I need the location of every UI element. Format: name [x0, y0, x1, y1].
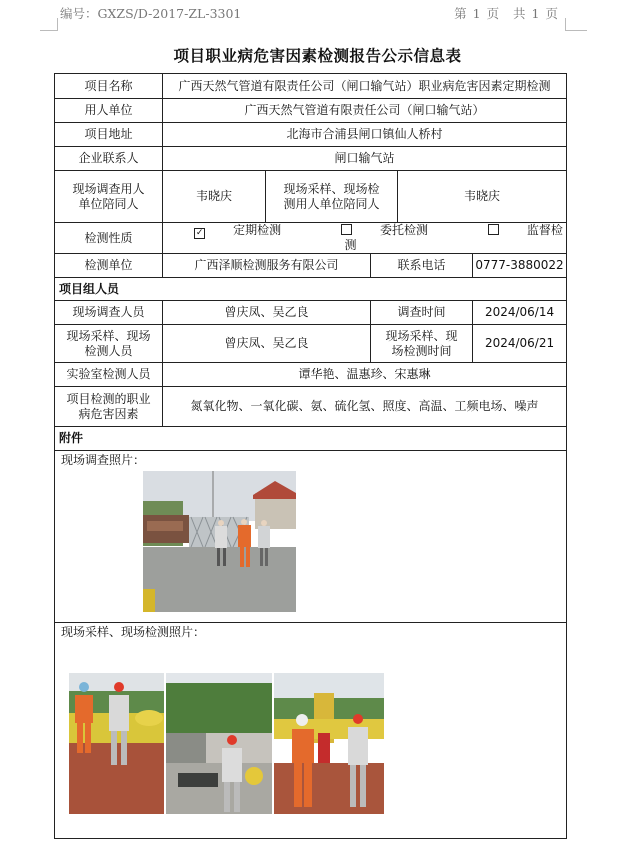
option-commissioned-label: 委托检测 — [380, 223, 429, 237]
survey-photos-cell — [55, 451, 567, 623]
sampling-escort-value: 韦晓庆 — [398, 171, 567, 223]
survey-photo — [143, 471, 296, 612]
row-address — [55, 123, 567, 147]
hazards-value: 氮氧化物、一氧化碳、氨、硫化氢、照度、高温、工频电场、噪声 — [163, 387, 567, 427]
sampling-photo-1 — [69, 673, 164, 814]
org-value: 广西泽顺检测服务有限公司 — [163, 254, 371, 278]
sampling-photo-2-image — [166, 673, 272, 814]
option-supervisory-label: 监督检测 — [344, 223, 563, 252]
lab-staff-value: 谭华艳、温惠珍、宋惠琳 — [163, 363, 567, 387]
survey-photos-label: 现场调查照片： — [61, 453, 146, 467]
page-title: 项目职业病危害因素检测报告公示信息表 — [173, 47, 462, 65]
phone-label: 联系电话 — [371, 254, 473, 278]
row-employer — [55, 99, 567, 123]
page-label-2: 页 — [486, 6, 500, 21]
document-number: 编号：GXZS/D-2017-ZL-3301 — [60, 6, 242, 21]
row-contact — [55, 147, 567, 171]
row-survey-staff — [55, 301, 567, 325]
org-label: 检测单位 — [55, 254, 163, 278]
corner-mark-right-vertical — [565, 18, 566, 30]
row-escort — [55, 171, 567, 223]
hazards-label: 项目检测的职业病危害因素 — [55, 387, 163, 427]
row-hazards — [55, 387, 567, 427]
attachments-section-title: 附件 — [55, 427, 567, 451]
option-commissioned[interactable] — [327, 223, 442, 237]
lab-staff-label: 实验室检测人员 — [55, 363, 163, 387]
corner-mark-right — [565, 30, 587, 31]
row-survey-photos — [55, 451, 567, 623]
page-indicator — [452, 4, 558, 22]
contact-label: 企业联系人 — [55, 147, 163, 171]
sampling-photo-1-image — [69, 673, 164, 814]
contact-value: 闸口输气站 — [163, 147, 567, 171]
row-attachments-section — [55, 427, 567, 451]
sampling-staff-value: 曾庆凤、吴乙良 — [163, 325, 371, 363]
survey-photo-image — [143, 471, 296, 612]
row-team-section — [55, 278, 567, 301]
row-lab-staff — [55, 363, 567, 387]
page-label-1: 第 — [454, 6, 467, 21]
option-periodic-label: 定期检测 — [233, 223, 282, 237]
employer-label: 用人单位 — [55, 99, 163, 123]
survey-escort-value: 韦晓庆 — [163, 171, 266, 223]
team-section-title: 项目组人员 — [55, 278, 567, 301]
checkbox-icon[interactable] — [488, 224, 499, 235]
checkbox-icon[interactable] — [341, 224, 352, 235]
page-current: 1 — [472, 6, 481, 21]
page-total: 1 — [531, 6, 540, 21]
option-periodic[interactable] — [180, 223, 295, 237]
survey-escort-label: 现场调查用人单位陪同人 — [55, 171, 163, 223]
page-label-3: 页 — [545, 6, 558, 21]
row-project-name — [55, 74, 567, 99]
corner-mark-left-vertical — [57, 18, 58, 30]
sampling-photo-3 — [274, 673, 384, 814]
sampling-staff-label: 现场采样、现场检测人员 — [55, 325, 163, 363]
sampling-time-label: 现场采样、现场检测时间 — [371, 325, 473, 363]
sampling-photos-label: 现场采样、现场检测照片： — [61, 625, 206, 639]
employer-value: 广西天然气管道有限责任公司（闸口输气站） — [163, 99, 567, 123]
sampling-escort-label: 现场采样、现场检测用人单位陪同人 — [266, 171, 398, 223]
nature-label: 检测性质 — [55, 223, 163, 254]
phone-value: 0777-3880022 — [473, 254, 567, 278]
row-org — [55, 254, 567, 278]
survey-staff-value: 曾庆凤、吴乙良 — [163, 301, 371, 325]
survey-staff-label: 现场调查人员 — [55, 301, 163, 325]
nature-options — [163, 223, 567, 254]
survey-time-value: 2024/06/14 — [473, 301, 567, 325]
address-value: 北海市合浦县闸口镇仙人桥村 — [163, 123, 567, 147]
sampling-photo-3-image — [274, 673, 384, 814]
row-nature — [55, 223, 567, 254]
page-total-label: 共 — [513, 6, 526, 21]
sampling-photo-2 — [166, 673, 272, 814]
row-sampling-staff — [55, 325, 567, 363]
project-name-label: 项目名称 — [55, 74, 163, 99]
survey-time-label: 调查时间 — [371, 301, 473, 325]
project-name-value: 广西天然气管道有限责任公司（闸口输气站）职业病危害因素定期检测 — [163, 74, 567, 99]
checkbox-checked-icon[interactable]: ✓ — [195, 228, 204, 238]
address-label: 项目地址 — [55, 123, 163, 147]
sampling-time-value: 2024/06/21 — [473, 325, 567, 363]
corner-mark-left — [40, 30, 58, 31]
